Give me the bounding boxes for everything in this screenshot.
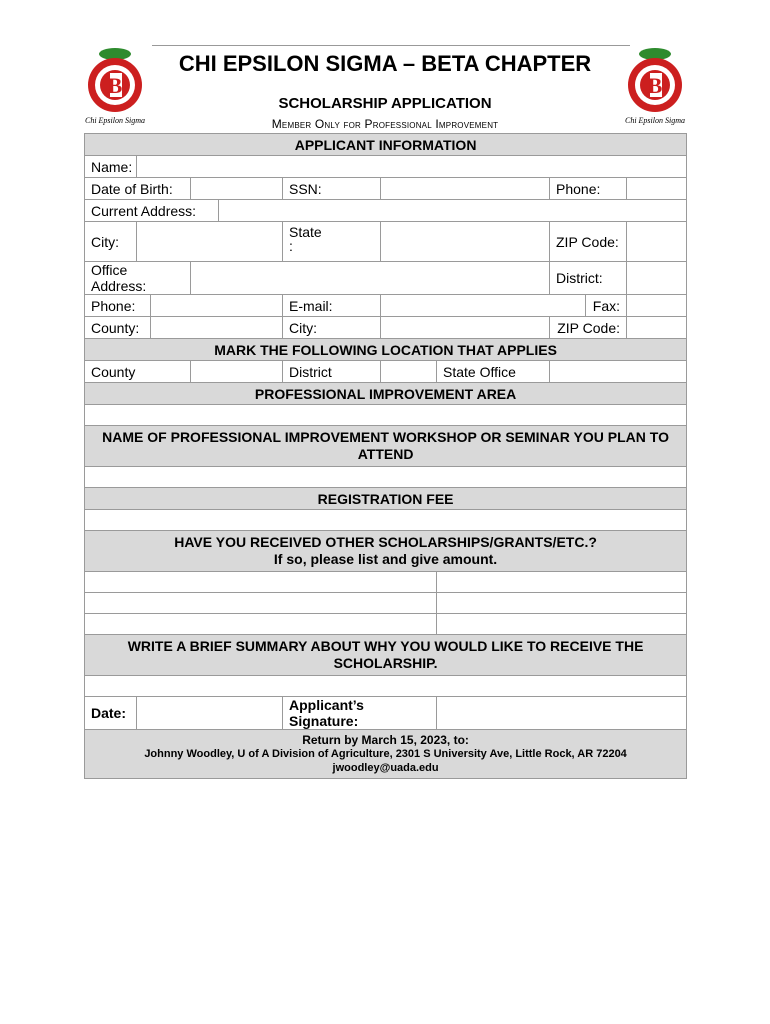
return-email: jwoodley@uada.edu (332, 762, 439, 774)
location-district-label: District (283, 361, 381, 383)
office-zip-field[interactable] (627, 317, 687, 339)
office-address-label: Office Address: (85, 262, 191, 295)
city-field[interactable] (137, 222, 283, 262)
location-county-checkbox[interactable] (191, 361, 283, 383)
phone-field[interactable] (627, 178, 687, 200)
date-field[interactable] (137, 697, 283, 730)
section-summary: WRITE A BRIEF SUMMARY ABOUT WHY YOU WOULD LIKE TO RECEIVE THE SCHOLARSHIP. (85, 635, 687, 676)
other-scholarship-amount-2[interactable] (437, 593, 687, 614)
date-label: Date: (85, 697, 137, 730)
header-rule (152, 45, 630, 46)
ssn-field[interactable] (381, 178, 550, 200)
return-address: Johnny Woodley, U of A Division of Agriculture, 2301 S University Ave, Little Rock, AR 72204 (144, 748, 627, 760)
location-state-office-label: State Office (437, 361, 550, 383)
logo-caption: Chi Epsilon Sigma (84, 116, 145, 125)
office-phone-label: Phone: (85, 295, 151, 317)
workshop-name-field[interactable] (85, 467, 687, 488)
name-label: Name: (85, 156, 137, 178)
office-zip-label: ZIP Code: (550, 317, 627, 339)
signature-label: Applicant’s Signature: (283, 697, 437, 730)
location-county-label: County (85, 361, 191, 383)
current-address-field[interactable] (219, 200, 687, 222)
state-label-text: State (289, 224, 322, 240)
section-workshop-name: NAME OF PROFESSIONAL IMPROVEMENT WORKSHOP OR SEMINAR YOU PLAN TO ATTEND (85, 426, 687, 467)
return-instructions (85, 730, 687, 779)
dob-field[interactable] (191, 178, 283, 200)
email-field[interactable] (381, 295, 586, 317)
form-table (84, 133, 687, 779)
other-scholarship-amount-1[interactable] (437, 572, 687, 593)
district-label: District: (550, 262, 627, 295)
other-scholarships-instruction: If so, please list and give amount. (273, 551, 498, 567)
signature-field[interactable] (437, 697, 687, 730)
district-field[interactable] (627, 262, 687, 295)
ssn-label: SSN: (283, 178, 381, 200)
county-field[interactable] (151, 317, 283, 339)
current-address-label: Current Address: (85, 200, 219, 222)
form-header (84, 45, 686, 133)
other-scholarship-name-1[interactable] (85, 572, 437, 593)
location-state-office-checkbox[interactable] (550, 361, 687, 383)
office-city-field[interactable] (381, 317, 550, 339)
return-deadline: Return by March 15, 2023, to: (302, 733, 469, 747)
zip-label: ZIP Code: (550, 222, 627, 262)
zip-field[interactable] (627, 222, 687, 262)
chi-epsilon-sigma-seal-icon (624, 45, 686, 115)
email-label: E-mail: (283, 295, 381, 317)
summary-field[interactable] (85, 676, 687, 697)
office-phone-field[interactable] (151, 295, 283, 317)
section-applicant-information: APPLICANT INFORMATION (85, 134, 687, 156)
registration-fee-field[interactable] (85, 510, 687, 531)
other-scholarship-name-2[interactable] (85, 593, 437, 614)
section-professional-improvement: PROFESSIONAL IMPROVEMENT AREA (85, 383, 687, 405)
section-location: MARK THE FOLLOWING LOCATION THAT APPLIES (85, 339, 687, 361)
improvement-area-field[interactable] (85, 405, 687, 426)
phone-label: Phone: (550, 178, 627, 200)
office-address-field[interactable] (191, 262, 550, 295)
logo-caption: Chi Epsilon Sigma (624, 116, 685, 125)
page-subsubtitle: Member Only for Professional Improvement (271, 117, 499, 131)
fax-label: Fax: (586, 295, 627, 317)
office-city-label: City: (283, 317, 381, 339)
other-scholarship-amount-3[interactable] (437, 614, 687, 635)
page-subtitle: SCHOLARSHIP APPLICATION (278, 95, 492, 112)
page-title: CHI EPSILON SIGMA – BETA CHAPTER (178, 51, 592, 76)
state-label (283, 222, 381, 262)
application-form (84, 45, 686, 779)
fax-field[interactable] (627, 295, 687, 317)
chapter-logo-right (624, 45, 686, 125)
city-label: City: (85, 222, 137, 262)
svg-text:B: B (107, 73, 123, 98)
state-field[interactable] (381, 222, 550, 262)
state-label-colon: : (289, 238, 293, 254)
location-district-checkbox[interactable] (381, 361, 437, 383)
other-scholarships-question: HAVE YOU RECEIVED OTHER SCHOLARSHIPS/GRANTS/ETC.? (174, 534, 597, 550)
name-field[interactable] (137, 156, 687, 178)
other-scholarship-name-3[interactable] (85, 614, 437, 635)
section-registration-fee: REGISTRATION FEE (85, 488, 687, 510)
section-other-scholarships (85, 531, 687, 572)
dob-label: Date of Birth: (85, 178, 191, 200)
county-label: County: (85, 317, 151, 339)
svg-text:B: B (647, 73, 663, 98)
